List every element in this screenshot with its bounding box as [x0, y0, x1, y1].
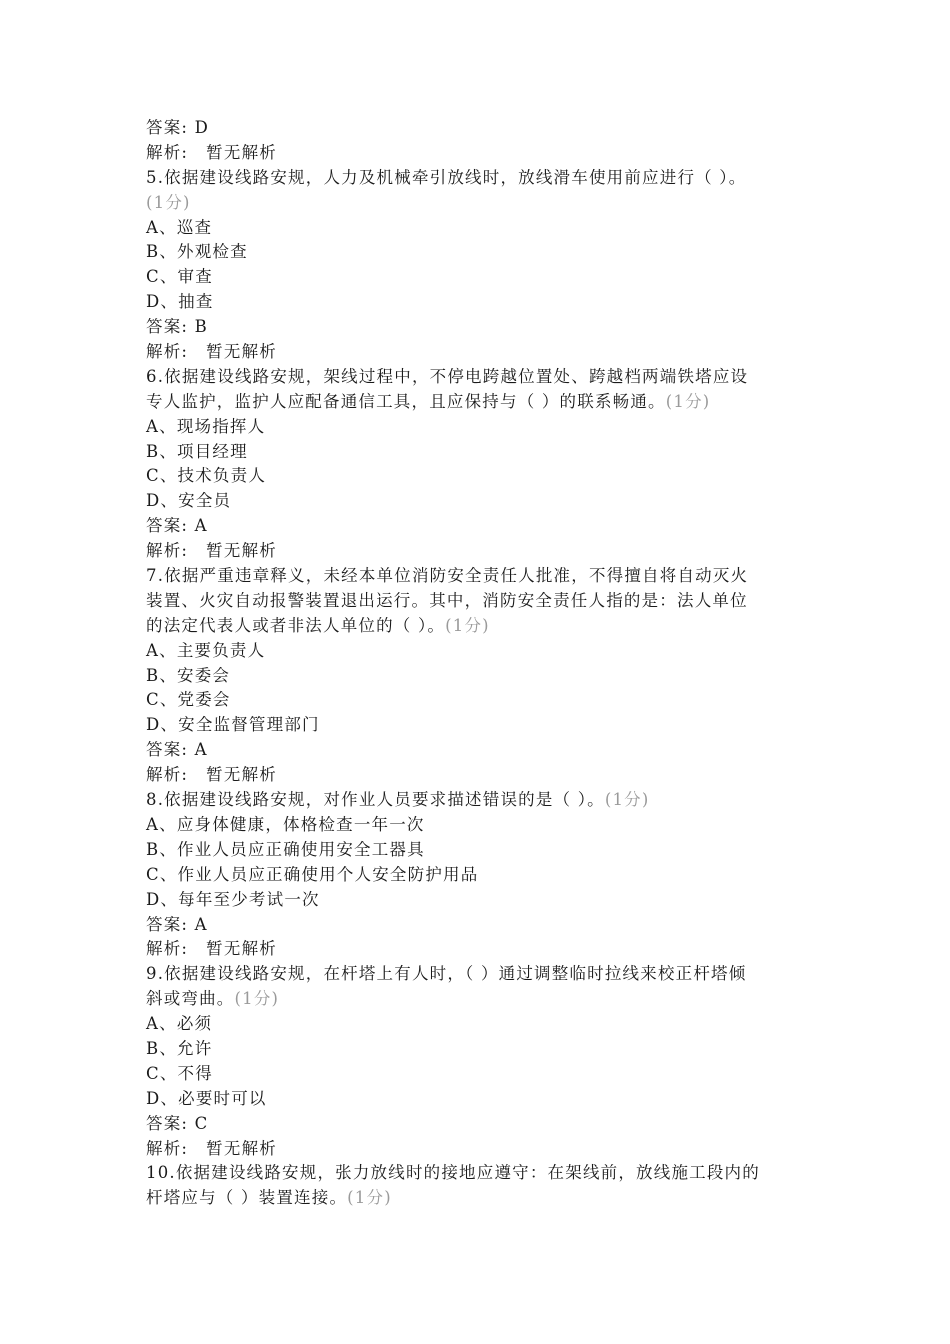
question-option: D、安全监督管理部门 — [146, 715, 320, 735]
analysis-line — [146, 539, 806, 564]
analysis-label: 解析: — [146, 1138, 189, 1158]
question-stem-line — [146, 365, 806, 390]
question-option: D、安全员 — [146, 491, 232, 511]
question-block — [146, 166, 806, 365]
answer-line: 答案: A — [146, 516, 208, 536]
question-stem-text: 的法定代表人或者非法人单位的（ ）。 — [146, 615, 446, 635]
question-option: B、允许 — [146, 1038, 213, 1058]
answer-line: 答案: C — [146, 1113, 209, 1133]
question-stem-line — [146, 1161, 806, 1186]
question-score: (1分) — [234, 989, 280, 1009]
question-block — [146, 788, 806, 962]
question-stem-text: 杆塔应与（ ）装置连接。 — [146, 1188, 348, 1208]
analysis-text: 暂无解析 — [206, 765, 277, 785]
question-block — [146, 365, 806, 564]
analysis-line — [146, 937, 806, 962]
question-stem-line — [146, 962, 806, 987]
question-option: D、抽查 — [146, 292, 214, 312]
analysis-text: 暂无解析 — [206, 1138, 277, 1158]
question-score: (1分) — [445, 615, 490, 635]
question-option: A、应身体健康，体格检查一年一次 — [146, 814, 425, 834]
question-option: B、项目经理 — [146, 441, 248, 461]
answer-line: 答案: A — [146, 740, 208, 760]
question-stem-text: 装置、火灾自动报警装置退出运行。其中，消防安全责任人指的是：法人单位 — [146, 590, 748, 610]
answer-line: 答案: A — [146, 914, 208, 934]
question-stem-text: 6.依据建设线路安规，架线过程中，不停电跨越位置处、跨越档两端铁塔应设 — [146, 366, 749, 386]
question-option: A、必须 — [146, 1014, 213, 1034]
question-block — [146, 1161, 806, 1211]
question-stem-line — [146, 166, 806, 191]
analysis-label: 解析: — [146, 541, 189, 561]
question-option: D、必要时可以 — [146, 1088, 267, 1108]
question-option: B、安委会 — [146, 665, 231, 685]
analysis-label: 解析: — [146, 765, 189, 785]
question-block — [146, 564, 806, 788]
question-stem-text: 斜或弯曲。 — [146, 989, 235, 1009]
question-option: A、现场指挥人 — [146, 416, 266, 436]
question-option: C、党委会 — [146, 690, 231, 710]
question-option: C、不得 — [146, 1063, 213, 1083]
question-stem-text: 专人监护，监护人应配备通信工具，且应保持与（ ）的联系畅通。 — [146, 391, 666, 411]
question-stem-line — [146, 614, 806, 639]
analysis-line — [146, 1137, 806, 1162]
question-block — [146, 962, 806, 1161]
question-score: (1分) — [604, 790, 650, 810]
question-list — [146, 116, 806, 1211]
question-option: C、技术负责人 — [146, 466, 267, 486]
question-stem-line — [146, 589, 806, 614]
question-option: C、作业人员应正确使用个人安全防护用品 — [146, 864, 479, 884]
question-stem-text: 8.依据建设线路安规，对作业人员要求描述错误的是（ ）。 — [146, 790, 605, 810]
analysis-text: 暂无解析 — [206, 939, 277, 959]
question-stem-line — [146, 390, 806, 415]
question-stem-text: 10.依据建设线路安规，张力放线时的接地应遵守：在架线前，放线施工段内的 — [146, 1163, 760, 1183]
question-stem-line — [146, 788, 806, 813]
question-stem-line — [146, 987, 806, 1012]
question-score: (1分) — [347, 1188, 392, 1208]
analysis-line — [146, 340, 806, 365]
analysis-text: 暂无解析 — [206, 541, 277, 561]
analysis-line — [146, 763, 806, 788]
question-score: (1分) — [665, 391, 711, 411]
analysis-line — [146, 141, 806, 166]
question-option: A、巡查 — [146, 217, 213, 237]
question-option: B、外观检查 — [146, 242, 248, 262]
question-score: (1分) — [146, 192, 191, 212]
question-stem-text: 9.依据建设线路安规，在杆塔上有人时，（ ）通过调整临时拉线来校正杆塔倾 — [146, 964, 747, 984]
analysis-text: 暂无解析 — [206, 342, 277, 362]
question-option: C、审查 — [146, 267, 213, 287]
answer-line: 答案: D — [146, 118, 210, 137]
question-stem-text: 5.依据建设线路安规，人力及机械牵引放线时，放线滑车使用前应进行（ ）。 — [146, 167, 747, 187]
question-option: D、每年至少考试一次 — [146, 889, 320, 909]
question-stem-text: 7.依据严重违章释义，未经本单位消防安全责任人批准，不得擅自将自动灭火 — [146, 566, 749, 586]
question-stem-line — [146, 1186, 806, 1211]
analysis-label: 解析: — [146, 342, 189, 362]
analysis-text: 暂无解析 — [206, 142, 277, 162]
question-option: A、主要负责人 — [146, 640, 266, 660]
question-option: B、作业人员应正确使用安全工器具 — [146, 839, 425, 859]
analysis-label: 解析: — [146, 142, 189, 162]
answer-line: 答案: B — [146, 317, 208, 337]
question-stem-line — [146, 564, 806, 589]
analysis-label: 解析: — [146, 939, 189, 959]
